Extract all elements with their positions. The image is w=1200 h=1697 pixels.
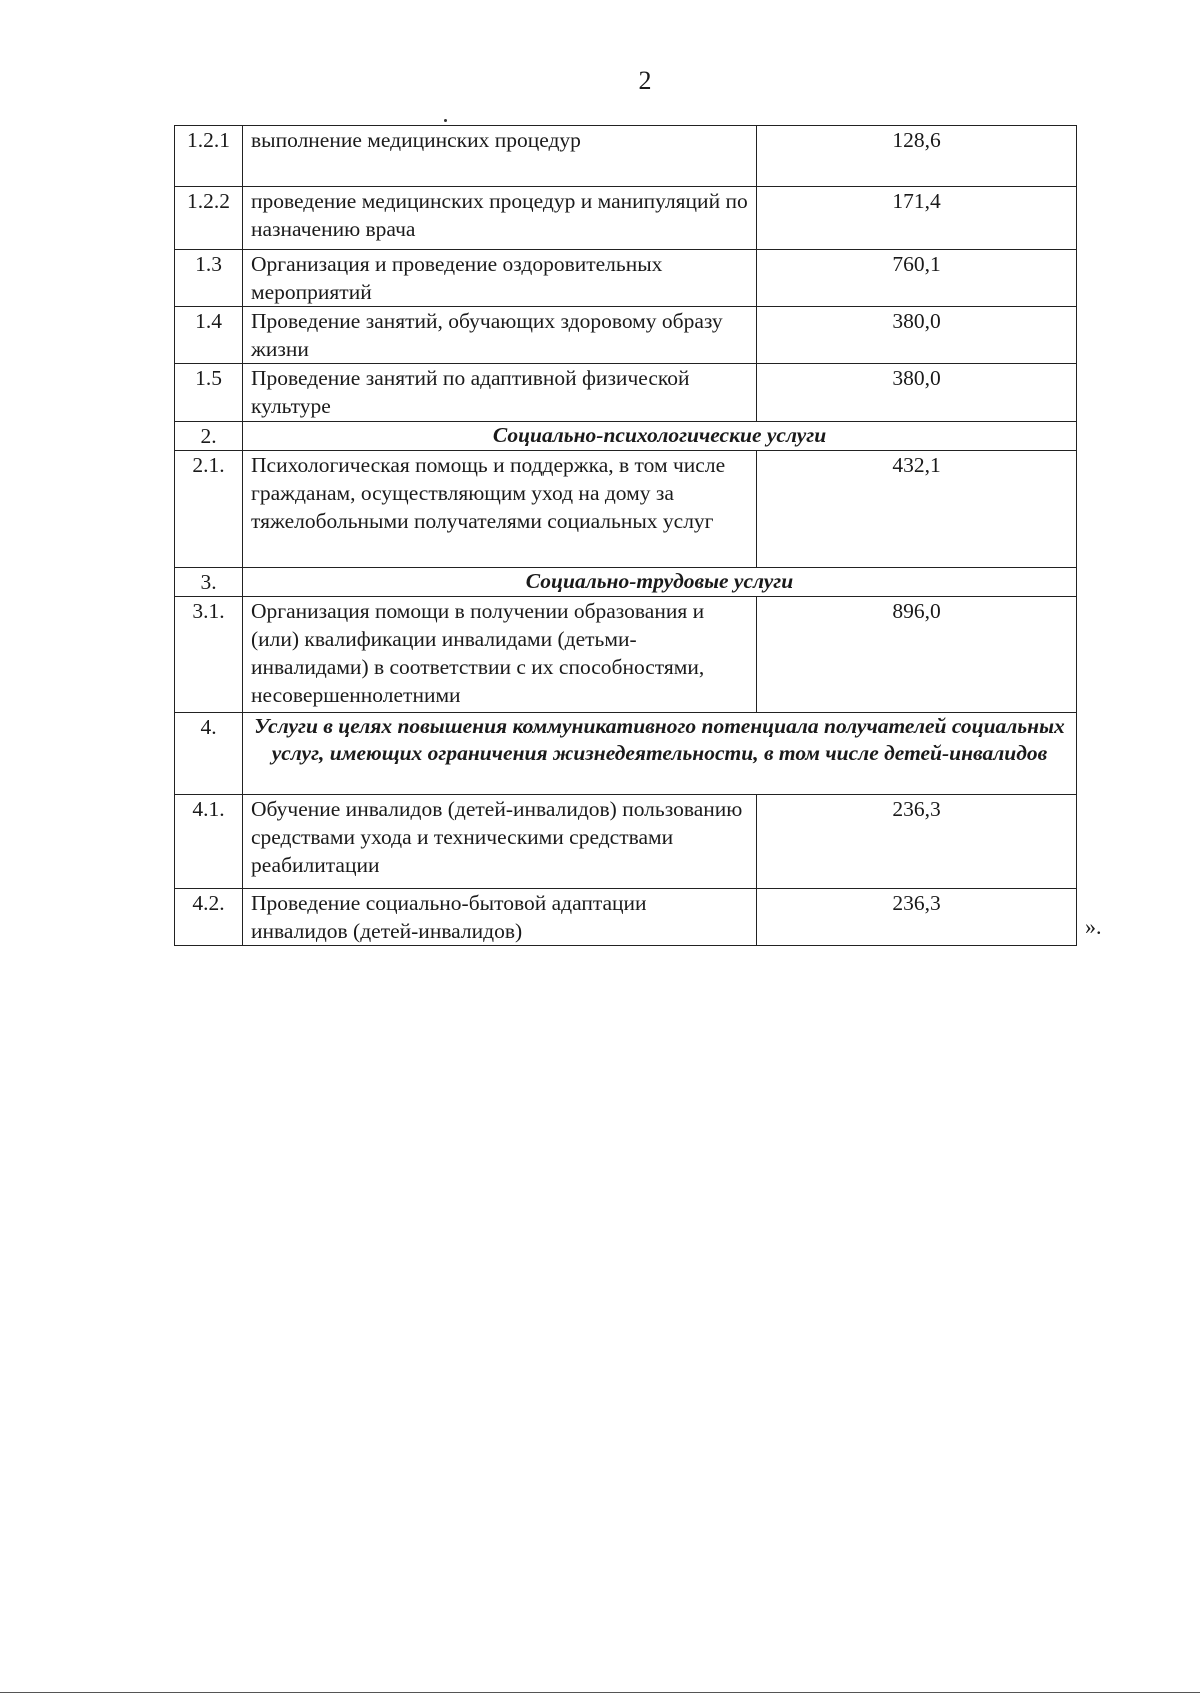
table-row [175, 597, 1077, 713]
row-number: 2.1. [175, 451, 243, 568]
service-price: 236,3 [757, 889, 1077, 946]
services-price-table [174, 125, 1077, 946]
service-price: 380,0 [757, 307, 1077, 364]
scan-edge-line [0, 1692, 1200, 1693]
section-number: 4. [175, 713, 243, 795]
service-price: 760,1 [757, 250, 1077, 307]
section-row [175, 422, 1077, 451]
row-number: 1.2.2 [175, 187, 243, 250]
section-number: 3. [175, 568, 243, 597]
section-row [175, 568, 1077, 597]
service-name: Организация помощи в получении образования и (или) квалификации инвалидами (детьми-инвалидами) в соответствии с их способностями, несовершеннолетними [243, 597, 757, 713]
closing-quote-mark: ». [1085, 914, 1102, 939]
table-row [175, 126, 1077, 187]
table-row [175, 307, 1077, 364]
table-row [175, 187, 1077, 250]
row-number: 4.2. [175, 889, 243, 946]
service-name: Психологическая помощь и поддержка, в том числе гражданам, осуществляющим уход на дому за тяжелобольными получателями социальных услуг [243, 451, 757, 568]
table-row [175, 795, 1077, 889]
row-number: 4.1. [175, 795, 243, 889]
row-number: 3.1. [175, 597, 243, 713]
section-title: Социально-психологические услуги [243, 422, 1077, 451]
page-number: 2 [638, 66, 652, 95]
row-number: 1.5 [175, 364, 243, 422]
service-name: проведение медицинских процедур и манипуляций по назначению врача [243, 187, 757, 250]
section-row [175, 713, 1077, 795]
service-name: Проведение занятий по адаптивной физической культуре [243, 364, 757, 422]
row-number: 1.4 [175, 307, 243, 364]
service-price: 128,6 [757, 126, 1077, 187]
service-name: Проведение занятий, обучающих здоровому образу жизни [243, 307, 757, 364]
service-price: 171,4 [757, 187, 1077, 250]
service-price: 432,1 [757, 451, 1077, 568]
scan-speck [444, 119, 447, 122]
service-name: Организация и проведение оздоровительных мероприятий [243, 250, 757, 307]
service-name: Обучение инвалидов (детей-инвалидов) пользованию средствами ухода и техническими средствами реабилитации [243, 795, 757, 889]
section-number: 2. [175, 422, 243, 451]
section-title: Социально-трудовые услуги [243, 568, 1077, 597]
service-price: 380,0 [757, 364, 1077, 422]
service-name: выполнение медицинских процедур [243, 126, 757, 187]
service-price: 896,0 [757, 597, 1077, 713]
table-row [175, 364, 1077, 422]
service-name: Проведение социально-бытовой адаптации инвалидов (детей-инвалидов) [243, 889, 757, 946]
table-row [175, 889, 1077, 946]
row-number: 1.3 [175, 250, 243, 307]
services-table-container [174, 125, 1076, 946]
section-title: Услуги в целях повышения коммуникативного потенциала получателей социальных услуг, имеющих ограничения жизнедеятельности, в том числе детей-инвалидов [243, 713, 1077, 795]
table-row [175, 250, 1077, 307]
table-row [175, 451, 1077, 568]
service-price: 236,3 [757, 795, 1077, 889]
row-number: 1.2.1 [175, 126, 243, 187]
